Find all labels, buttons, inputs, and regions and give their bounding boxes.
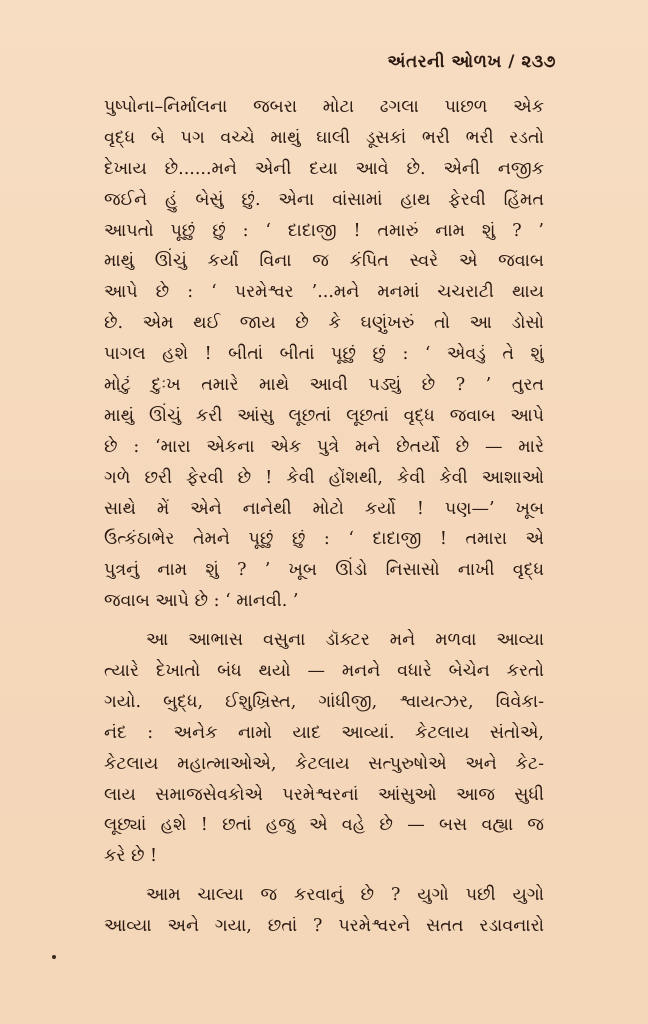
running-header: અંતરની ઓળખ / ૨૩૭ [387, 52, 556, 72]
text-line: દેખાય છે......મને એની દયા આવે છે. એની નજીક [104, 158, 544, 179]
text-line: માથું ઊંચું કરી આંસુ લૂછતાં લૂછતાં વૃદ્ધ જવાબ આપે [104, 405, 544, 426]
text-line: આ આભાસ વસુના ડૉક્ટર મને મળવા આવ્યા [146, 630, 544, 651]
text-line: છે : ‘મારા એકના એક પુત્રે મને છેતર્યો છે — મારે [104, 436, 544, 457]
text-line: પાગલ હશે ! બીતાં બીતાં પૂછું છું : ‘ એવડું તે શું [104, 344, 544, 365]
paragraph-1 [104, 92, 544, 617]
text-line: છે. એમ થઈ જાય છે કે ઘણુંખરું તો આ ડોસો [104, 313, 544, 334]
text-line: જઈને હું બેસું છું. એના વાંસામાં હાથ ફેરવી હિંમત [104, 189, 544, 210]
text-line: મોટું દુઃખ તમારે માથે આવી પડ્યું છે ? ’ તુરત [104, 375, 544, 396]
paragraph-2 [104, 625, 544, 872]
text-line: ગળે છરી ફેરવી છે ! કેવી હોંશથી, કેવી કેવી આશાઓ [104, 467, 544, 488]
text-line: જવાબ આપે છે : ‘ માનવી. ’ [104, 591, 299, 612]
text-line: લૂછ્યાં હશે ! છતાં હજુ એ વહે છે — બસ વહ્યા જ [104, 815, 544, 836]
text-line: આમ ચાલ્યા જ કરવાનું છે ? યુગો પછી યુગો [146, 885, 544, 906]
text-line: આપે છે : ‘ પરમેશ્વર ’...મને મનમાં ચચરાટી થાય [104, 282, 544, 303]
paragraph-3 [104, 880, 544, 942]
text-line: વૃદ્ધ બે પગ વચ્ચે માથું ઘાલી ડૂસકાં ભરી ભરી રડતો [104, 127, 544, 148]
text-line: માથું ઊંચું કર્યા વિના જ કંપિત સ્વરે એ જવાબ [104, 251, 544, 272]
text-line: ગયો. બુદ્ધ, ઈશુખ્રિસ્ત, ગાંધીજી, શ્વાયત્ઝર, વિવેકા- [104, 691, 544, 712]
text-line: નંદ : અનેક નામો યાદ આવ્યાં. કેટલાય સંતોએ, [104, 722, 544, 743]
text-line: લાય સમાજસેવકોએ પરમેશ્વરનાં આંસુઓ આજ સુધી [104, 784, 544, 805]
text-line: આવ્યા અને ગયા, છતાં ? પરમેશ્વરને સતત રડાવનારો [104, 916, 544, 937]
text-line: પુત્રનું નામ શું ? ’ ખૂબ ઊંડો નિસાસો નાખી વૃદ્ધ [104, 560, 544, 581]
text-line: કરે છે ! [104, 846, 158, 867]
body-text [104, 92, 544, 942]
print-speck [52, 955, 56, 959]
text-line: પુષ્પોના–નિર્માલના જબરા મોટા ઢગલા પાછળ એક [104, 97, 544, 117]
text-line: આપતો પૂછું છું : ‘ દાદાજી ! તમારું નામ શું ? ’ [104, 220, 544, 241]
text-line: ઉત્કંઠાભેર તેમને પૂછું છું : ‘ દાદાજી ! તમારા એ [104, 529, 544, 550]
text-line: સાથે મેં એને નાનેથી મોટો કર્યો ! પણ—’ ખૂબ [104, 498, 544, 519]
text-line: ત્યારે દેખાતો બંધ થયો — મનને વધારે બેચેન કરતો [104, 661, 544, 682]
text-line: કેટલાય મહાત્માઓએ, કેટલાય સત્પુરુષોએ અને કેટ- [104, 753, 544, 774]
